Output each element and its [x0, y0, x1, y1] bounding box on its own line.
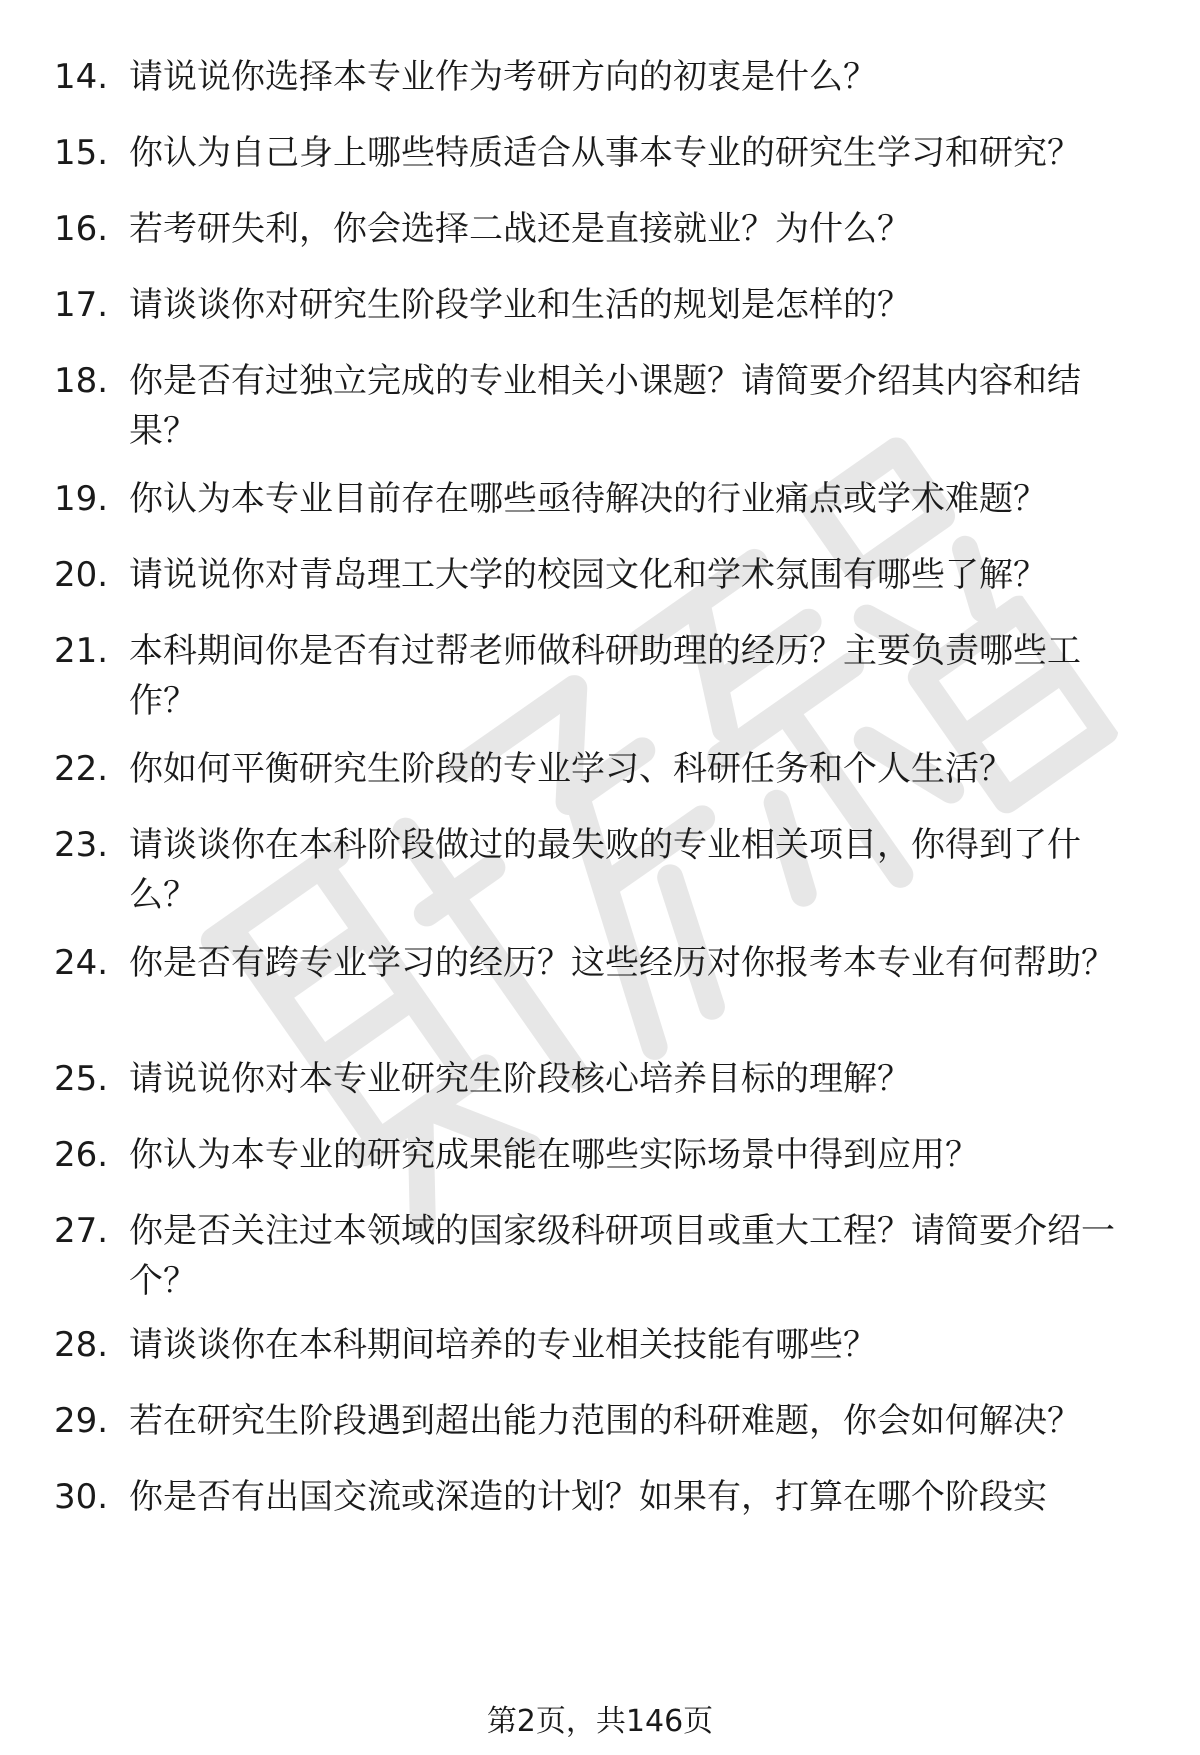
question-number: 19. [54, 479, 109, 519]
question-text: 你认为本专业的研究成果能在哪些实际场景中得到应用？ [129, 1135, 979, 1175]
question-number: 26. [54, 1135, 109, 1175]
question-text: 你是否有过独立完成的专业相关小课题？请简要介绍其内容和结果？ [129, 361, 1081, 451]
question-number: 28. [54, 1325, 109, 1365]
question-number: 17. [54, 285, 109, 325]
question-number: 27. [54, 1211, 109, 1251]
question-text: 请说说你对本专业研究生阶段核心培养目标的理解？ [129, 1059, 911, 1099]
question-number: 15. [54, 133, 109, 173]
question-text: 请说说你对青岛理工大学的校园文化和学术氛围有哪些了解？ [129, 555, 1047, 595]
question-text: 请谈谈你在本科阶段做过的最失败的专业相关项目，你得到了什么？ [129, 825, 1081, 915]
question-text: 请说说你选择本专业作为考研方向的初衷是什么？ [129, 57, 877, 97]
question-text: 你是否关注过本领域的国家级科研项目或重大工程？请简要介绍一个？ [129, 1211, 1115, 1301]
question-text: 请谈谈你对研究生阶段学业和生活的规划是怎样的？ [129, 285, 911, 325]
question-number: 30. [54, 1477, 109, 1517]
question-number: 20. [54, 555, 109, 595]
question-text: 你是否有出国交流或深造的计划？如果有，打算在哪个阶段实 [129, 1477, 1047, 1517]
question-text: 若考研失利，你会选择二战还是直接就业？为什么？ [129, 209, 911, 249]
question-number: 16. [54, 209, 109, 249]
question-number: 23. [54, 825, 109, 865]
question-text: 请谈谈你在本科期间培养的专业相关技能有哪些？ [129, 1325, 877, 1365]
question-number: 22. [54, 749, 109, 789]
question-number: 14. [54, 57, 109, 97]
question-number: 29. [54, 1401, 109, 1441]
question-number: 24. [54, 943, 109, 983]
question-text: 你是否有跨专业学习的经历？这些经历对你报考本专业有何帮助？ [129, 943, 1115, 983]
question-text: 若在研究生阶段遇到超出能力范围的科研难题，你会如何解决？ [129, 1401, 1081, 1441]
question-text: 本科期间你是否有过帮老师做科研助理的经历？主要负责哪些工作？ [129, 631, 1081, 721]
question-text: 你认为自己身上哪些特质适合从事本专业的研究生学习和研究？ [129, 133, 1081, 173]
question-text: 你如何平衡研究生阶段的专业学习、科研任务和个人生活？ [129, 749, 1013, 789]
question-text: 你认为本专业目前存在哪些亟待解决的行业痛点或学术难题？ [129, 479, 1047, 519]
page-footer: 第2页，共146页 [486, 1704, 714, 1739]
question-number: 21. [54, 631, 109, 671]
question-number: 18. [54, 361, 109, 401]
question-number: 25. [54, 1059, 109, 1099]
